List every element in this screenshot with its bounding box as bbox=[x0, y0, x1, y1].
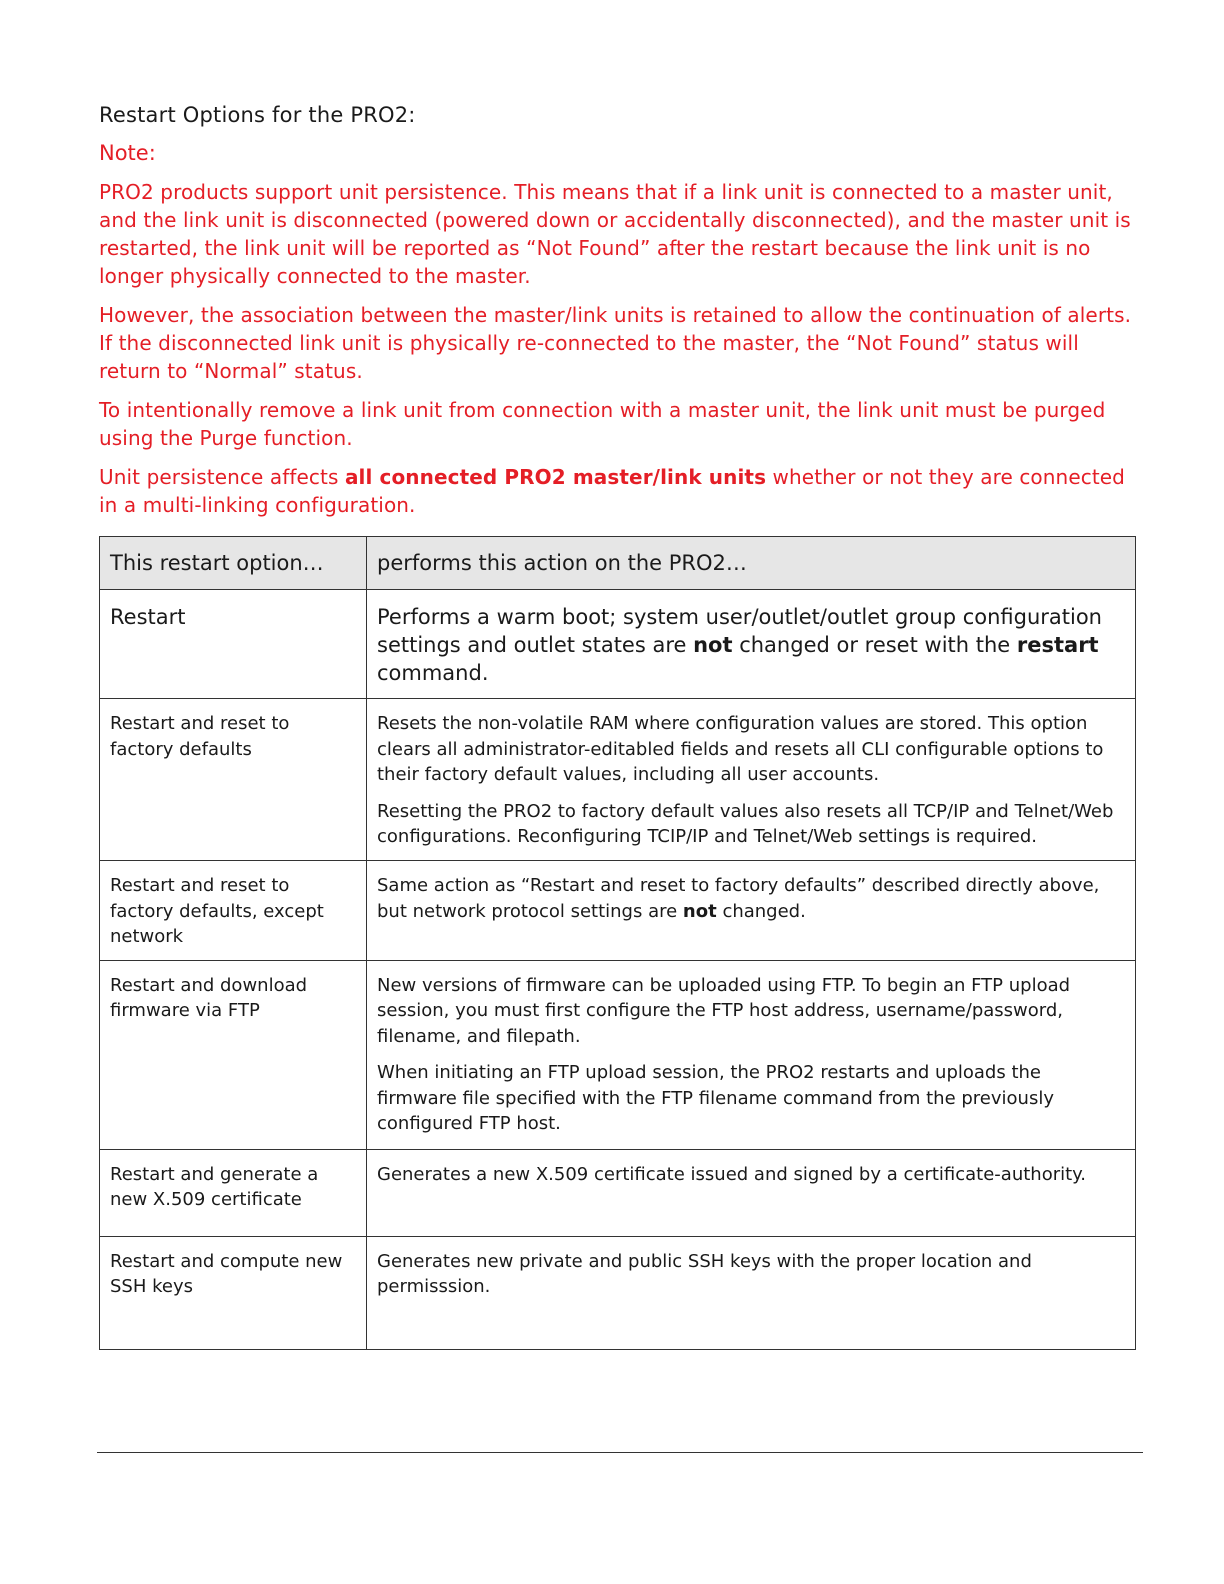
option-cell: Restart and reset to factory defaults, except network bbox=[100, 861, 367, 961]
action-bold-text: restart bbox=[1016, 633, 1099, 657]
action-text: Same action as “Restart and reset to factory defaults” described directly above, but network protocol settings are bbox=[377, 875, 1100, 922]
option-cell: Restart and compute new SSH keys bbox=[100, 1236, 367, 1349]
restart-options-table bbox=[99, 536, 1136, 1350]
action-cell bbox=[367, 590, 1136, 699]
action-cell bbox=[367, 861, 1136, 961]
action-paragraph: Generates a new X.509 certificate issued and signed by a certificate-authority. bbox=[377, 1163, 1086, 1185]
action-text: command. bbox=[377, 661, 489, 685]
option-cell: Restart bbox=[100, 590, 367, 699]
document-body bbox=[99, 100, 1139, 530]
note-bold-text: all connected PRO2 master/link units bbox=[344, 465, 767, 489]
note-paragraph-2: However, the association between the master/link units is retained to allow the continuation of alerts. If the disconnected link unit is physically re-connected to the master, the “Not Found” status will return to “Normal” status. bbox=[99, 303, 1132, 383]
footer-divider bbox=[97, 1452, 1143, 1453]
note-paragraph-3: To intentionally remove a link unit from connection with a master unit, the link unit must be purged using the Purge function. bbox=[99, 398, 1106, 450]
action-paragraph: When initiating an FTP upload session, the PRO2 restarts and uploads the firmware file specified with the FTP filename command from the previously configured FTP host. bbox=[377, 1062, 1054, 1134]
page-title: Restart Options for the PRO2: bbox=[99, 103, 416, 127]
option-cell: Restart and reset to factory defaults bbox=[100, 699, 367, 861]
action-bold-text: not bbox=[693, 633, 733, 657]
action-bold-text: not bbox=[682, 900, 717, 922]
table-row bbox=[100, 1236, 1136, 1349]
table-row bbox=[100, 590, 1136, 699]
column-header-action: performs this action on the PRO2… bbox=[367, 537, 1136, 590]
table-row bbox=[100, 861, 1136, 961]
option-cell: Restart and generate a new X.509 certificate bbox=[100, 1149, 367, 1236]
action-cell bbox=[367, 699, 1136, 861]
action-paragraph: Resetting the PRO2 to factory default values also resets all TCP/IP and Telnet/Web configurations. Reconfiguring TCIP/IP and Telnet/Web settings is required. bbox=[377, 800, 1114, 847]
action-text: changed. bbox=[716, 900, 806, 922]
action-paragraph: Resets the non-volatile RAM where configuration values are stored. This option clears all administrator-editabled fields and resets all CLI configurable options to their factory default values, including all user accounts. bbox=[377, 713, 1104, 785]
action-paragraph: Generates new private and public SSH keys with the proper location and permisssion. bbox=[377, 1250, 1032, 1297]
table-row bbox=[100, 699, 1136, 861]
option-cell: Restart and download firmware via FTP bbox=[100, 960, 367, 1149]
table-row bbox=[100, 960, 1136, 1149]
note-text: Unit persistence affects bbox=[99, 465, 345, 489]
note-paragraph-4 bbox=[99, 463, 1139, 519]
table-row bbox=[100, 1149, 1136, 1236]
column-header-option: This restart option… bbox=[100, 537, 367, 590]
table-header-row bbox=[100, 537, 1136, 590]
action-cell bbox=[367, 1236, 1136, 1349]
action-text: changed or reset with the bbox=[732, 633, 1017, 657]
action-cell bbox=[367, 960, 1136, 1149]
action-cell bbox=[367, 1149, 1136, 1236]
note-paragraph-1: PRO2 products support unit persistence. This means that if a link unit is connected to a master unit, and the link unit is disconnected (powered down or accidentally disconnected), and the master unit is restarted, the link unit will be reported as “Not Found” after the restart because the link unit is no longer physically connected to the master. bbox=[99, 180, 1131, 288]
note-label: Note: bbox=[99, 141, 156, 165]
note-text: whether or not they are connected in a multi-linking configuration. bbox=[99, 465, 1125, 517]
action-paragraph: New versions of firmware can be uploaded using FTP. To begin an FTP upload session, you must first configure the FTP host address, username/password, filename, and filepath. bbox=[377, 974, 1071, 1047]
action-text: Performs a warm boot; system user/outlet/outlet group configuration settings and outlet states are bbox=[377, 605, 1102, 657]
